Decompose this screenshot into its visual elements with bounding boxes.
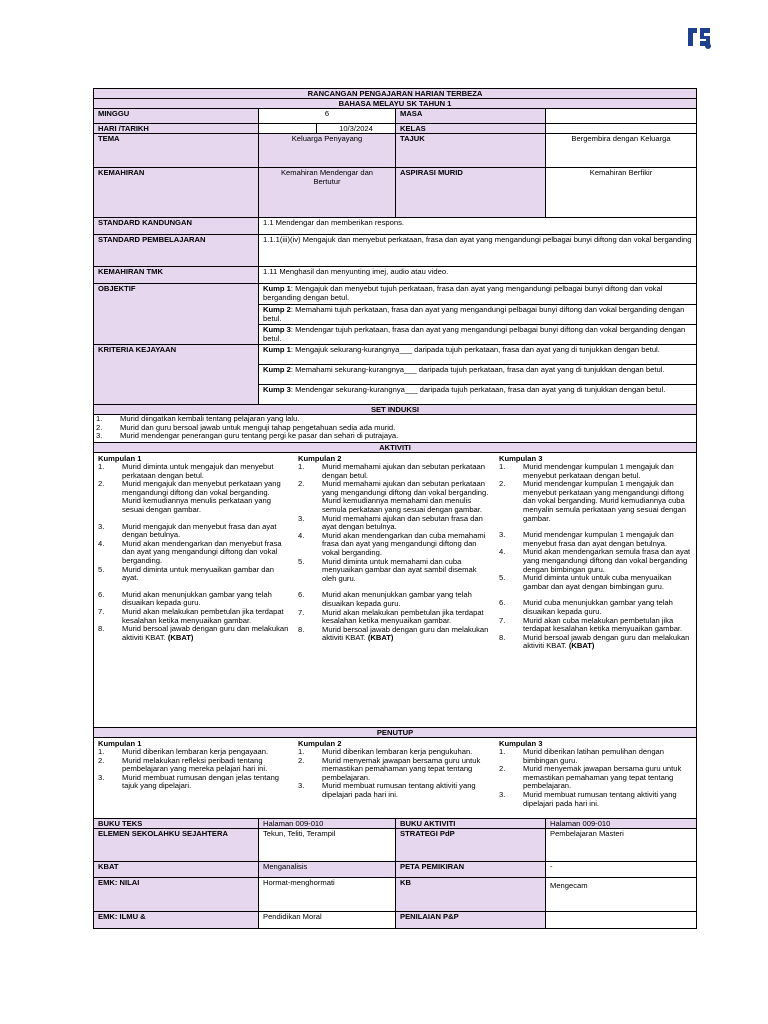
aktiviti-kumpulan-2 <box>294 454 495 643</box>
list-item: 1. Murid diminta untuk mengajuk dan menyebut perkataan dengan betul. <box>98 462 274 480</box>
list-item: 3. Murid membuat rumusan tentang aktiviti yang dipelajari pada hari ini. <box>499 789 677 808</box>
list-item: 2. Murid menyemak jawapan bersama guru untuk memastikan pemahaman yang tepat tentang pembelajaran. <box>298 755 481 782</box>
sk-value: 1.1 Mendengar dan memberikan respons. <box>259 218 697 235</box>
aktiviti-title: AKTIVITI <box>94 443 697 453</box>
group-title: Kumpulan 3 <box>499 454 543 463</box>
tajuk-value: Bergembira dengan Keluarga <box>546 134 697 168</box>
list-item: 1. Murid diberikan lembaran kerja pengukuhan. <box>298 747 473 756</box>
tajuk-label: TAJUK <box>396 134 546 168</box>
list-item: 2. Murid memahami ajukan dan sebutan perkataan yang mengandungi diftong dan vokal berganding. Murid kemudiannya memahami dan menulis semula perkataan yang sesuai dengan gambar. <box>298 479 489 514</box>
elemen-value: Tekun, Teliti, Terampil <box>259 829 396 862</box>
hari-value: 10/3/2024 <box>317 124 396 134</box>
aktiviti-kumpulan-1 <box>94 454 294 642</box>
emk-nilai-label: EMK: NILAI <box>94 878 259 912</box>
kemahiran-value: Kemahiran Mendengar dan Bertutur <box>259 168 396 218</box>
list-item: 1. Murid diberikan lembaran kerja pengayaan. <box>98 747 269 756</box>
plan-title: RANCANGAN PENGAJARAN HARIAN TERBEZA <box>94 89 697 99</box>
objektif-label: OBJEKTIF <box>94 284 259 345</box>
group-title: Kumpulan 2 <box>298 739 342 748</box>
kb-value: Mengecam <box>546 878 697 912</box>
list-item: 4. Murid akan mendengarkan dan cuba memahami frasa dan ayat yang mengandungi diftong dan vokal berganding. <box>298 530 486 557</box>
list-item: 4. Murid akan mendengarkan dan menyebut frasa dan ayat yang mengandungi diftong dan vokal berganding. <box>98 538 282 565</box>
group-title: Kumpulan 3 <box>499 739 543 748</box>
list-item: 5. Murid diminta untuk memahami dan cuba menyuaikan gambar dan ayat sambil disemak oleh guru. <box>298 556 477 583</box>
kriteria-item-2: Kump 2: Memahami sekurang-kurangnya___ daripada tujuh perkataan, frasa dan ayat yang di tunjukkan dengan betul. <box>259 365 697 385</box>
list-item: 5. Murid diminta untuk untuk cuba menyuaikan gambar dan ayat dengan bimbingan guru. <box>499 573 672 591</box>
hari-label: HARI /TARIKH <box>94 124 259 134</box>
objektif-item-2: Kump 2: Memahami tujuh perkataan, frasa dan ayat yang mengandungi pelbagai bunyi diftong dan vokal berganding dengan betul. <box>259 305 697 325</box>
emk-ilmu-value: Pendidikan Moral <box>259 912 396 929</box>
list-item: 8. Murid bersoal jawab dengan guru dan melakukan aktiviti KBAT. (KBAT) <box>499 632 690 651</box>
aktiviti-groups <box>94 453 697 728</box>
masa-value <box>546 109 697 124</box>
list-item: 3. Murid mengajuk dan menyebut frasa dan ayat dengan betulnya. <box>98 521 277 540</box>
peta-label: PETA PEMIKIRAN <box>396 862 546 878</box>
tmk-label: KEMAHIRAN TMK <box>94 267 259 284</box>
penutup-groups <box>94 738 697 819</box>
buku-aktiviti-label: BUKU AKTIVITI <box>396 819 546 829</box>
kriteria-item-1: Kump 1: Mengajuk sekurang-kurangnya___ daripada tujuh perkataan, frasa dan ayat yang di tunjukkan dengan betul. <box>259 345 697 365</box>
sk-label: STANDARD KANDUNGAN <box>94 218 259 235</box>
buku-teks-value: Halaman 009-010 <box>259 819 396 829</box>
aspirasi-label: ASPIRASI MURID <box>396 168 546 218</box>
list-item: 6. Murid akan menunjukkan gambar yang telah disuaikan kepada guru. <box>298 590 472 608</box>
penutup-kumpulan-1 <box>94 739 294 791</box>
kriteria-item-3: Kump 3: Mendengar sekurang-kurangnya___ daripada tujuh perkataan, frasa dan ayat yang di tunjukkan dengan betul. <box>259 385 697 405</box>
list-item: 3. Murid membuat rumusan dengan jelas tentang tajuk yang dipelajari. <box>98 772 280 791</box>
list-item: 8. Murid bersoal jawab dengan guru dan melakukan aktiviti KBAT. (KBAT) <box>298 624 489 643</box>
list-item: 1. Murid diberikan latihan pemulihan dengan bimbingan guru. <box>499 747 664 765</box>
group-title: Kumpulan 1 <box>98 454 142 463</box>
list-item: 3. Murid membuat rumusan tentang aktiviti yang dipelajari pada hari ini. <box>298 781 476 799</box>
kb-label: KB <box>396 878 546 912</box>
elemen-label: ELEMEN SEKOLAHKU SEJAHTERA <box>94 829 259 862</box>
penutup-kumpulan-2 <box>294 739 495 800</box>
penutup-title: PENUTUP <box>94 728 697 738</box>
tmk-value: 1.11 Menghasil dan menyunting imej, audio atau video. <box>259 267 697 284</box>
list-item: 1. Murid mendengar kumpulan 1 mengajuk dan menyebut perkataan dengan betul. <box>499 462 674 480</box>
tema-value: Keluarga Penyayang <box>259 134 396 168</box>
minggu-label: MINGGU <box>94 109 259 124</box>
buku-teks-label: BUKU TEKS <box>94 819 259 829</box>
strategi-value: Pembelajaran Masteri <box>546 829 697 862</box>
lesson-plan-table <box>93 88 697 929</box>
plan-subtitle: BAHASA MELAYU SK TAHUN 1 <box>94 99 697 109</box>
tema-label: TEMA <box>94 134 259 168</box>
objektif-item-3: Kump 3: Mendengar tujuh perkataan, frasa dan ayat yang mengandungi pelbagai bunyi diftong dan vokal berganding dengan betul. <box>259 325 697 345</box>
list-item: 2. Murid mengajuk dan menyebut perkataan yang mengandungi diftong dan vokal berganding. Murid kemudiannya menulis perkataan yang sesuai dengan gambar. <box>98 479 281 514</box>
kbat-label: KBAT <box>94 862 259 878</box>
minggu-value: 6 <box>259 109 396 124</box>
sp-label: STANDARD PEMBELAJARAN <box>94 235 259 267</box>
list-item: 5. Murid diminta untuk menyuaikan gambar dan ayat. <box>98 564 274 583</box>
peta-value: - <box>546 862 697 878</box>
list-item: 2. Murid dan guru bersoal jawab untuk menguji tahap pengetahuan sedia ada murid. <box>96 422 396 432</box>
group-title: Kumpulan 1 <box>98 739 142 748</box>
list-item: 3. Murid mendengar kumpulan 1 mengajuk dan menyebut frasa dan ayat dengan betulnya. <box>499 530 674 548</box>
masa-label: MASA <box>396 109 546 124</box>
penutup-kumpulan-3 <box>495 739 695 808</box>
list-item: 4. Murid akan mendengarkan semula frasa dan ayat yang mengandungi diftong dan vokal berganding dengan bimbingan guru. <box>499 547 691 574</box>
emk-ilmu-label: EMK: ILMU & <box>94 912 259 929</box>
strategi-label: STRATEGI PdP <box>396 829 546 862</box>
kriteria-label: KRITERIA KEJAYAAN <box>94 345 259 405</box>
list-item: 6. Murid cuba menunjukkan gambar yang telah disuaikan kepada guru. <box>499 598 673 616</box>
buku-aktiviti-value: Halaman 009-010 <box>546 819 697 829</box>
list-item: 3. Murid mendengar penerangan guru tentang pergi ke pasar dan sehari di putrajaya. <box>96 431 399 441</box>
set-induksi-list <box>94 415 697 443</box>
list-item: 3. Murid memahami ajukan dan sebutan frasa dan ayat dengan betulnya. <box>298 513 483 532</box>
school-logo-icon <box>684 22 714 52</box>
sp-value: 1.1.1(iii)(iv) Mengajuk dan menyebut perkataan, frasa dan ayat yang mengandungi pelbagai bunyi diftong dan vokal berganding <box>259 235 697 267</box>
set-induksi-title: SET INDUKSI <box>94 405 697 415</box>
penilaian-value <box>546 912 697 929</box>
objektif-item-1: Kump 1: Mengajuk dan menyebut tujuh perkataan, frasa dan ayat yang mengandungi pelbagai bunyi diftong dan vokal berganding dengan betul. <box>259 284 697 305</box>
hari-blank <box>259 124 317 134</box>
aspirasi-value: Kemahiran Berfikir <box>546 168 697 218</box>
kemahiran-label: KEMAHIRAN <box>94 168 259 218</box>
group-title: Kumpulan 2 <box>298 454 342 463</box>
penilaian-label: PENILAIAN P&P <box>396 912 546 929</box>
list-item: 6. Murid akan menunjukkan gambar yang telah disuaikan kepada guru. <box>98 589 272 608</box>
list-item: 1. Murid memahami ajukan dan sebutan perkataan dengan betul. <box>298 462 485 480</box>
kelas-value <box>546 124 697 134</box>
list-item: 1. Murid diingatkan kembali tentang pelajaran yang lalu. <box>96 414 300 423</box>
list-item: 7. Murid akan melakukan pembetulan jika terdapat kesalahan ketika menyuaikan gambar. <box>298 607 484 626</box>
list-item: 2. Murid menyemak jawapan bersama guru untuk memastikan pemahaman yang tepat tentang pembelajaran. <box>499 764 682 791</box>
list-item: 2. Murid melakukan refleksi peribadi tentang pembelajaran yang mereka pelajari hari ini. <box>98 755 268 774</box>
list-item: 2. Murid mendengar kumpulan 1 mengajuk dan menyebut perkataan yang mengandungi diftong dan vokal berganding. Murid kemudiannya cuba menyalin semula perkataan yang sesuai dengan gambar. <box>499 479 686 523</box>
kelas-label: KELAS <box>396 124 546 134</box>
aktiviti-kumpulan-3 <box>495 454 695 651</box>
list-item: 7. Murid akan melakukan pembetulan jika terdapat kesalahan ketika menyuaikan gambar. <box>98 606 284 625</box>
list-item: 8. Murid bersoal jawab dengan guru dan melakukan aktiviti KBAT. (KBAT) <box>98 624 289 642</box>
kbat-value: Menganalisis <box>259 862 396 878</box>
list-item: 7. Murid akan cuba melakukan pembetulan jika terdapat kesalahan ketika menyuaikan gambar. <box>499 615 683 634</box>
emk-nilai-value: Hormat-menghormati <box>259 878 396 912</box>
